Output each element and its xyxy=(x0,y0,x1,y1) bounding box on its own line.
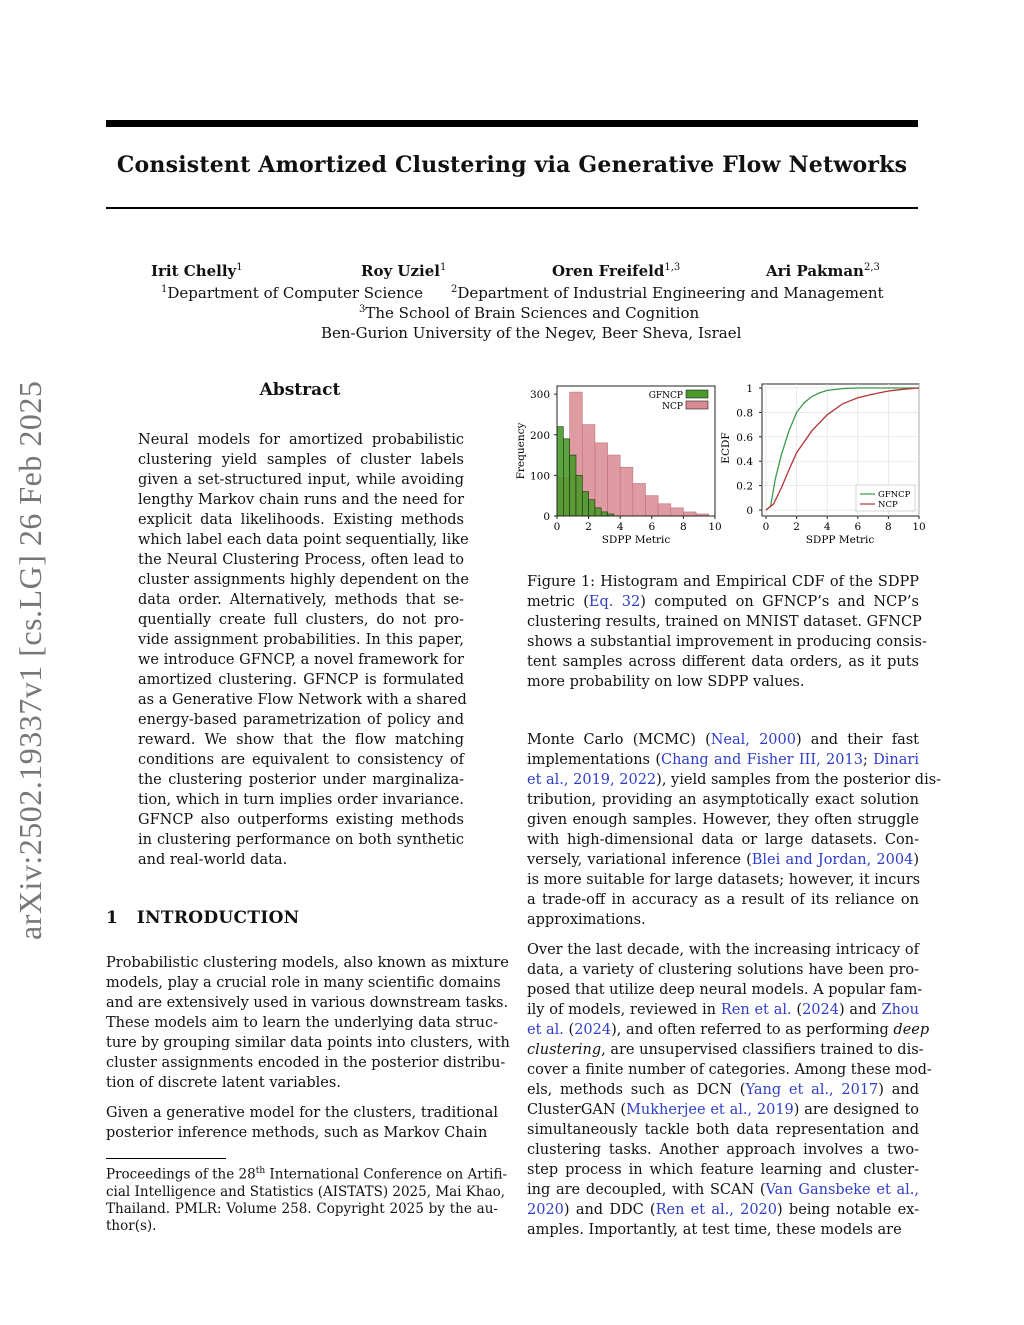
text-line: as a Generative Flow Network with a shared xyxy=(138,692,467,708)
x-tick-label: 8 xyxy=(885,521,892,533)
text-line: the clustering posterior under marginaliza- xyxy=(138,772,464,788)
histogram-bar-ncp xyxy=(683,512,696,516)
text-line: GFNCP also outperforms existing methods xyxy=(138,812,464,828)
footnote: Proceedings of the 28th International Conference on Artifi- cial Intelligence and Statistics (AISTATS) 2025, Mai Khao, Thailand. PMLR: Volume 258. Copyright 2025 by the au- thor(s). xyxy=(106,1166,508,1234)
y-tick-label: 0.2 xyxy=(736,480,753,493)
histogram-bar-ncp xyxy=(645,496,658,516)
histogram-bar-gfncp xyxy=(582,492,588,516)
citation-link[interactable]: Van Gansbeke et al., xyxy=(765,1182,919,1198)
text-line: These models aim to learn the underlying data struc- xyxy=(106,1015,498,1031)
x-tick-label: 4 xyxy=(616,521,624,533)
x-tick-label: 2 xyxy=(793,521,800,533)
x-tick-label: 4 xyxy=(823,521,831,533)
x-tick-label: 2 xyxy=(585,521,592,533)
affiliation: $^1$Department of Computer Science xyxy=(161,284,424,302)
abstract-body xyxy=(138,430,469,870)
histogram-bar-ncp xyxy=(633,484,646,517)
text-line: quentially create full clusters, do not pro- xyxy=(138,612,464,628)
histogram-chart xyxy=(510,378,730,550)
y-tick-label: 100 xyxy=(529,470,550,483)
text-line: explicit data likelihoods. Existing methods xyxy=(138,512,464,528)
citation-link[interactable]: et al. xyxy=(527,1022,564,1038)
text-line: models, play a crucial role in many scientific domains xyxy=(106,975,501,991)
histogram-bar-ncp xyxy=(671,508,684,516)
ecdf-chart xyxy=(715,378,927,550)
x-axis-label: SDPP Metric xyxy=(601,534,671,546)
legend-label-ncp: NCP xyxy=(662,402,683,412)
text-line: we introduce GFNCP, a novel framework for xyxy=(138,652,464,668)
legend-label-ncp: NCP xyxy=(878,500,898,510)
text-line: Probabilistic clustering models, also known as mixture xyxy=(106,955,509,971)
body-paragraph: Over the last decade, with the increasing intricacy of data, a variety of clustering solutions have been pro- posed that utilize deep neural models. A popular fam- ily of models, reviewed in Ren et al. (2024) and Zhou et al. (2024), and often referred to as performing deep clustering, are unsupervised classifiers trained to dis- cover a finite number of categories. Among these mod- els, methods such as DCN (Yang et al., 2017) and ClusterGAN (Mukherjee et al., 2019) are designed to simultaneously tackle both data representation and clustering tasks. Another approach involves a two- step process in which feature learning and cluster- ing are decoupled, with SCAN (Van Gansbeke et al., 2020) and DDC (Ren et al., 2020) being notable ex- amples. Importantly, at test time, these models are xyxy=(527,942,932,1238)
text-line: the Neural Clustering Process, often lead to xyxy=(138,552,464,568)
histogram-bar-gfncp xyxy=(601,512,607,516)
histogram-bar-gfncp xyxy=(570,455,576,516)
legend-label-gfncp: GFNCP xyxy=(648,391,683,401)
y-tick-label: 0 xyxy=(543,511,550,523)
histogram-bar-ncp xyxy=(658,504,671,516)
citation-link[interactable]: 2024 xyxy=(574,1022,612,1038)
histogram-bar-gfncp xyxy=(589,500,595,516)
legend-label-gfncp: GFNCP xyxy=(878,490,911,500)
histogram-bar-ncp xyxy=(608,455,621,516)
x-tick-label: 6 xyxy=(854,521,862,533)
text-line: cluster assignments highly dependent on the xyxy=(138,572,469,588)
affiliation: $^3$The School of Brain Sciences and Cognition xyxy=(359,304,700,322)
text-line: and are extensively used in various downstream tasks. xyxy=(106,995,509,1011)
y-axis-label: Frequency xyxy=(515,422,527,480)
text-line: tion, which in turn implies order invariance. xyxy=(138,792,464,808)
citation-link[interactable]: 2020 xyxy=(527,1202,564,1218)
y-tick-label: 0 xyxy=(746,505,753,517)
author: Oren Freifeld$^{1,3}$ xyxy=(552,262,681,280)
x-tick-label: 10 xyxy=(912,521,926,533)
x-tick-label: 8 xyxy=(680,521,687,533)
citation-link[interactable]: Ren et al. xyxy=(720,1002,792,1018)
author: Irit Chelly$^1$ xyxy=(151,262,243,280)
body-paragraph: Monte Carlo (MCMC) (Neal, 2000) and their fast implementations (Chang and Fisher III, 2013; Dinari et al., 2019, 2022), yield samples from the posterior dis- tribution, providing an asymptotically exact solution given enough samples. However, they often struggle with high-dimensional data or large datasets. Con- versely, variational inference (Blei and Jordan, 2004) is more suitable for large datasets; however, it incurs a trade-off in accuracy as a result of its reliance on approximations. xyxy=(527,732,942,928)
intro-paragraph xyxy=(106,1103,498,1143)
text-line: Given a generative model for the clusters, traditional xyxy=(106,1105,498,1121)
text-line: posterior inference methods, such as Markov Chain xyxy=(106,1125,488,1141)
text-line: reward. We show that the flow matching xyxy=(138,732,464,748)
x-tick-label: 0 xyxy=(553,521,561,533)
x-tick-label: 10 xyxy=(708,521,722,533)
title-rule-top xyxy=(106,120,918,127)
affiliation: $^2$Department of Industrial Engineering and Management xyxy=(451,284,884,302)
citation-link[interactable]: Blei and Jordan, 2004 xyxy=(751,852,914,868)
text-line: conditions are equivalent to consistency of xyxy=(138,752,464,768)
x-axis-label: SDPP Metric xyxy=(805,534,875,546)
text-line: in clustering performance on both synthetic xyxy=(138,832,464,848)
title-rule-bottom xyxy=(106,207,918,209)
text-line: and real-world data. xyxy=(138,852,288,868)
text-line: clustering yield samples of cluster labels xyxy=(138,452,464,468)
citation-link[interactable]: Mukherjee et al., 2019 xyxy=(626,1102,794,1118)
text-line: ture by grouping similar data points into clusters, with xyxy=(106,1035,510,1051)
histogram-bar-gfncp xyxy=(576,475,582,516)
histogram-bar-ncp xyxy=(595,443,608,516)
histogram-bar-ncp xyxy=(620,467,633,516)
text-line: energy-based parametrization of policy and xyxy=(138,712,464,728)
citation-link[interactable]: 2024 xyxy=(802,1002,839,1018)
text-line: tion of discrete latent variables. xyxy=(106,1075,341,1091)
citation-link[interactable]: et al., 2019, 2022 xyxy=(527,772,657,788)
intro-paragraph xyxy=(106,953,510,1093)
y-axis-label: ECDF xyxy=(720,432,732,464)
y-tick-label: 0.8 xyxy=(736,407,753,420)
y-tick-label: 200 xyxy=(529,429,550,442)
affiliation: Ben-Gurion University of the Negev, Beer Sheva, Israel xyxy=(321,324,742,342)
abstract-heading: Abstract xyxy=(259,380,341,400)
section-heading: 1 INTRODUCTION xyxy=(106,908,300,928)
citation-link[interactable]: Dinari xyxy=(873,752,919,768)
y-tick-label: 0.6 xyxy=(736,431,753,444)
text-line: vide assignment probabilities. In this paper, xyxy=(138,632,464,648)
histogram-bar-gfncp xyxy=(557,427,563,516)
legend xyxy=(649,390,708,412)
histogram-bar-gfncp xyxy=(563,439,569,516)
arxiv-stamp: arXiv:2502.19337v1 [cs.LG] 26 Feb 2025 xyxy=(12,380,48,940)
citation-link[interactable]: Chang and Fisher III, 2013 xyxy=(661,752,863,768)
x-tick-label: 0 xyxy=(762,521,770,533)
text-line: Neural models for amortized probabilistic xyxy=(138,432,464,448)
citation-link[interactable]: Yang et al., 2017 xyxy=(745,1082,879,1098)
legend xyxy=(856,485,915,511)
footnote-rule xyxy=(106,1158,226,1159)
author: Ari Pakman$^{2,3}$ xyxy=(766,262,880,280)
citation-link[interactable]: Zhou xyxy=(881,1002,919,1018)
histogram-bar-gfncp xyxy=(595,508,601,516)
text-line: lengthy Markov chain runs and the need for xyxy=(138,492,464,508)
figure-caption: Figure 1: Histogram and Empirical CDF of the SDPP metric (Eq. 32) computed on GFNCP’s and NCP’s clustering results, trained on MNIST dataset. GFNCP shows a substantial improvement in producing consis- tent samples across different data orders, as it puts more probability on low SDPP values. xyxy=(527,574,927,690)
text-line: cluster assignments encoded in the posterior distribu- xyxy=(106,1055,506,1071)
citation-link[interactable]: Ren et al., 2020 xyxy=(655,1202,777,1218)
y-tick-label: 300 xyxy=(529,389,550,402)
text-line: which label each data point sequentially, like xyxy=(138,532,469,548)
text-line: data order. Alternatively, methods that se- xyxy=(138,592,464,608)
citation-link[interactable]: Eq. 32 xyxy=(588,594,641,610)
legend-swatch-gfncp xyxy=(686,390,708,398)
paper-title: Consistent Amortized Clustering via Generative Flow Networks xyxy=(116,152,908,178)
legend-swatch-ncp xyxy=(686,401,708,409)
x-tick-label: 6 xyxy=(648,521,656,533)
text-line: given a set-structured input, while avoiding xyxy=(138,472,464,488)
citation-link[interactable]: Neal, 2000 xyxy=(710,732,796,748)
y-tick-label: 1 xyxy=(746,383,753,395)
y-tick-label: 0.4 xyxy=(736,456,753,469)
text-line: amortized clustering. GFNCP is formulated xyxy=(138,672,464,688)
author: Roy Uziel$^1$ xyxy=(361,262,447,280)
